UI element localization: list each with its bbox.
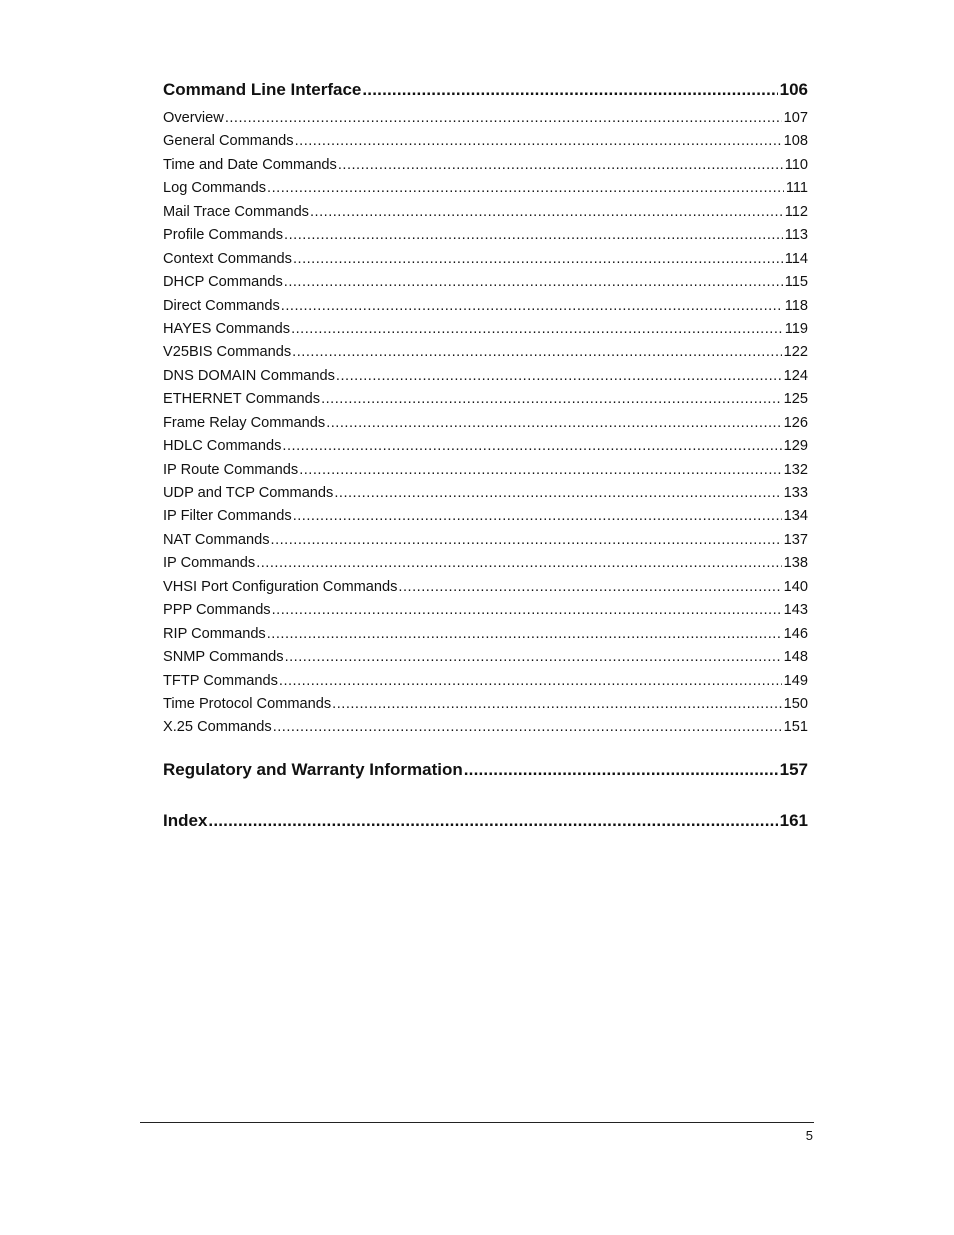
dot-leader bbox=[284, 224, 783, 247]
toc-item-title: General Commands bbox=[163, 133, 294, 150]
toc-item[interactable] bbox=[163, 154, 808, 177]
toc-item-page: 111 bbox=[785, 180, 808, 197]
toc-item[interactable] bbox=[163, 107, 808, 130]
toc-item[interactable] bbox=[163, 505, 808, 528]
toc-item-page: 137 bbox=[783, 531, 808, 548]
toc-section-page: 161 bbox=[779, 810, 808, 830]
page-number: 5 bbox=[805, 1128, 813, 1143]
toc-item-page: 148 bbox=[783, 649, 808, 666]
toc-item-page: 149 bbox=[783, 672, 808, 689]
toc-item-title: Mail Trace Commands bbox=[163, 203, 309, 220]
toc-item-title: X.25 Commands bbox=[163, 719, 272, 736]
dot-leader bbox=[284, 271, 783, 294]
toc-item-page: 122 bbox=[783, 344, 808, 361]
toc-item-page: 138 bbox=[783, 555, 808, 572]
toc-section-title: Index bbox=[163, 810, 208, 830]
toc-item-page: 129 bbox=[783, 438, 808, 455]
toc-item-page: 132 bbox=[783, 461, 808, 478]
toc-item[interactable] bbox=[163, 388, 808, 411]
dot-leader bbox=[285, 646, 782, 669]
dot-leader bbox=[295, 130, 782, 153]
toc-item-page: 113 bbox=[784, 227, 808, 244]
toc-item-page: 140 bbox=[783, 578, 808, 595]
toc-item-title: V25BIS Commands bbox=[163, 344, 292, 361]
dot-leader bbox=[310, 201, 783, 224]
table-of-contents bbox=[163, 78, 808, 833]
dot-leader bbox=[321, 388, 782, 411]
dot-leader bbox=[267, 623, 782, 646]
toc-item[interactable] bbox=[163, 482, 808, 505]
dot-leader bbox=[336, 365, 782, 388]
dot-leader bbox=[279, 670, 782, 693]
toc-item-title: IP Route Commands bbox=[163, 461, 299, 478]
toc-item-title: Time Protocol Commands bbox=[163, 695, 332, 712]
toc-item-page: 114 bbox=[784, 250, 808, 267]
toc-item[interactable] bbox=[163, 670, 808, 693]
toc-item[interactable] bbox=[163, 365, 808, 388]
toc-item-page: 143 bbox=[783, 602, 808, 619]
dot-leader bbox=[299, 459, 781, 482]
toc-item[interactable] bbox=[163, 130, 808, 153]
toc-item[interactable] bbox=[163, 177, 808, 200]
toc-item-title: Frame Relay Commands bbox=[163, 414, 326, 431]
dot-leader bbox=[272, 599, 782, 622]
toc-item-title: Overview bbox=[163, 110, 224, 126]
dot-leader bbox=[362, 78, 777, 102]
toc-item-title: UDP and TCP Commands bbox=[163, 485, 334, 501]
dot-leader bbox=[293, 248, 783, 271]
dot-leader bbox=[332, 693, 781, 716]
toc-item-title: HAYES Commands bbox=[163, 320, 291, 337]
dot-leader bbox=[398, 576, 781, 599]
toc-item-page: 118 bbox=[784, 297, 808, 314]
footer-divider bbox=[140, 1122, 814, 1123]
toc-item-page: 112 bbox=[784, 203, 808, 220]
toc-item-page: 151 bbox=[783, 719, 808, 736]
dot-leader bbox=[271, 529, 782, 552]
toc-item[interactable] bbox=[163, 271, 808, 294]
toc-item[interactable] bbox=[163, 318, 808, 341]
toc-item-page: 119 bbox=[784, 320, 808, 337]
toc-item[interactable] bbox=[163, 599, 808, 622]
toc-item-page: 125 bbox=[783, 391, 808, 408]
dot-leader bbox=[225, 107, 782, 130]
toc-item[interactable] bbox=[163, 646, 808, 669]
toc-item-page: 150 bbox=[783, 695, 808, 712]
dot-leader bbox=[208, 809, 777, 833]
toc-item[interactable] bbox=[163, 716, 808, 739]
toc-item[interactable] bbox=[163, 224, 808, 247]
toc-item-title: PPP Commands bbox=[163, 602, 271, 619]
dot-leader bbox=[464, 758, 778, 782]
toc-item-title: DHCP Commands bbox=[163, 274, 283, 291]
toc-item-page: 107 bbox=[783, 110, 808, 126]
toc-item-title: SNMP Commands bbox=[163, 649, 284, 666]
toc-item-page: 124 bbox=[783, 367, 808, 384]
toc-item-title: NAT Commands bbox=[163, 531, 270, 548]
toc-item-title: VHSI Port Configuration Commands bbox=[163, 578, 398, 595]
dot-leader bbox=[256, 552, 781, 575]
toc-section-index[interactable] bbox=[163, 809, 808, 833]
toc-item-title: Profile Commands bbox=[163, 227, 284, 244]
toc-item-title: RIP Commands bbox=[163, 625, 266, 642]
toc-item-page: 108 bbox=[783, 133, 808, 150]
dot-leader bbox=[334, 482, 781, 505]
dot-leader bbox=[273, 716, 782, 739]
dot-leader bbox=[326, 412, 781, 435]
toc-section-title: Command Line Interface bbox=[163, 80, 362, 99]
toc-section-page: 106 bbox=[779, 80, 808, 99]
toc-item-page: 126 bbox=[783, 414, 808, 431]
toc-item-title: TFTP Commands bbox=[163, 672, 278, 689]
toc-section-page: 157 bbox=[779, 759, 808, 779]
toc-item-title: DNS DOMAIN Commands bbox=[163, 367, 335, 384]
dot-leader bbox=[338, 154, 783, 177]
dot-leader bbox=[281, 295, 783, 318]
toc-item-page: 110 bbox=[784, 156, 808, 173]
toc-item-title: HDLC Commands bbox=[163, 438, 282, 455]
dot-leader bbox=[293, 505, 782, 528]
toc-item-title: Log Commands bbox=[163, 180, 267, 197]
toc-item-title: IP Filter Commands bbox=[163, 508, 292, 525]
toc-item-title: Context Commands bbox=[163, 250, 292, 267]
dot-leader bbox=[267, 177, 784, 200]
toc-item-page: 134 bbox=[783, 508, 808, 525]
toc-item-page: 146 bbox=[783, 625, 808, 642]
toc-item[interactable] bbox=[163, 412, 808, 435]
toc-item[interactable] bbox=[163, 201, 808, 224]
dot-leader bbox=[291, 318, 783, 341]
toc-item[interactable] bbox=[163, 576, 808, 599]
toc-item[interactable] bbox=[163, 529, 808, 552]
dot-leader bbox=[282, 435, 781, 458]
toc-item-title: Time and Date Commands bbox=[163, 156, 337, 173]
toc-item-page: 133 bbox=[783, 485, 808, 501]
toc-item-list bbox=[163, 107, 808, 740]
toc-item-page: 115 bbox=[784, 274, 808, 291]
toc-item[interactable] bbox=[163, 459, 808, 482]
toc-item[interactable] bbox=[163, 341, 808, 364]
toc-item[interactable] bbox=[163, 295, 808, 318]
dot-leader bbox=[292, 341, 781, 364]
toc-item[interactable] bbox=[163, 435, 808, 458]
toc-section-title: Regulatory and Warranty Information bbox=[163, 759, 463, 779]
toc-item[interactable] bbox=[163, 248, 808, 271]
toc-item-title: Direct Commands bbox=[163, 297, 280, 314]
toc-item[interactable] bbox=[163, 693, 808, 716]
toc-item[interactable] bbox=[163, 552, 808, 575]
toc-section-regulatory-warranty[interactable] bbox=[163, 758, 808, 782]
toc-section-command-line-interface[interactable] bbox=[163, 78, 808, 102]
toc-item-title: ETHERNET Commands bbox=[163, 391, 321, 408]
toc-item[interactable] bbox=[163, 623, 808, 646]
toc-item-title: IP Commands bbox=[163, 555, 256, 572]
